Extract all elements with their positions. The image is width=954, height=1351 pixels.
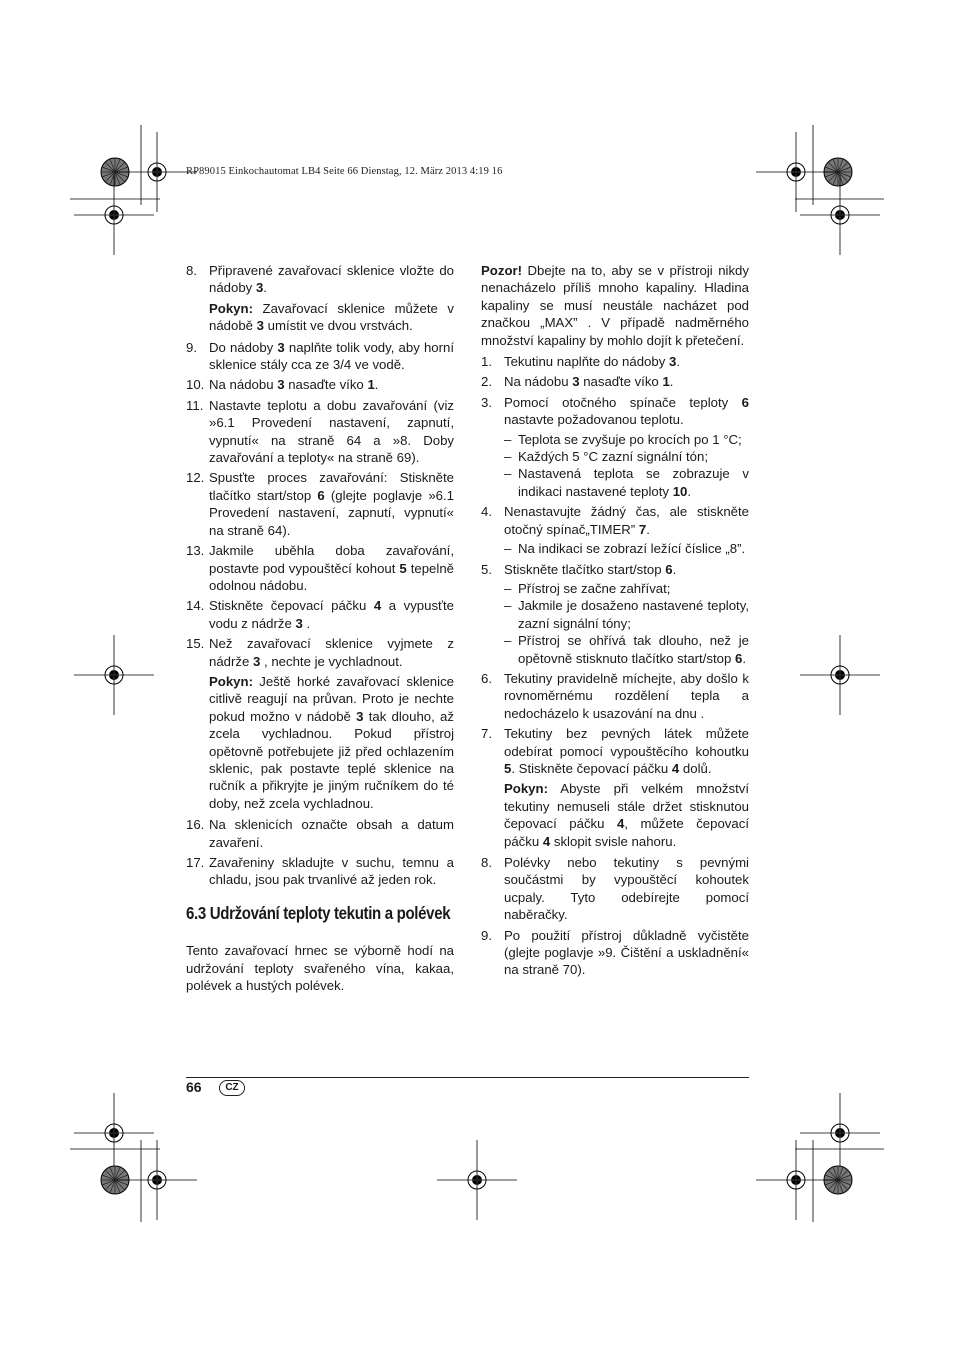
list-item-number: 10.: [186, 377, 205, 393]
dash-bullet: –: [504, 466, 512, 482]
right-instructions: [481, 353, 749, 979]
list-item-number: 13.: [186, 543, 205, 559]
list-item-number: 4.: [481, 504, 492, 520]
list-item-text: Nenastavujte žádný čas, ale stiskněte otočný spínač„TIMER” 7.: [504, 504, 749, 537]
sub-list-item: – Na indikaci se zobrazí ležící číslice „8”.: [504, 541, 746, 557]
list-item-number: 3.: [481, 394, 492, 410]
list-item: [481, 373, 749, 390]
list-item-number: 16.: [186, 817, 205, 833]
list-item: [186, 469, 454, 539]
list-item: [481, 854, 749, 924]
sub-list-item: – Jakmile je dosaženo nastavené teploty, zazní signální tóny;: [504, 598, 749, 631]
list-item-number: 2.: [481, 374, 492, 390]
list-item-number: 9.: [481, 927, 492, 943]
list-item-text: Než zavařovací sklenice vyjmete z nádrže 3 , nechte je vychladnout.: [209, 636, 454, 669]
dash-bullet: –: [504, 598, 512, 614]
section-title: 6.3 Udržování teploty tekutin a polévek: [186, 902, 451, 923]
list-item: [481, 353, 749, 370]
section-body: Tento zavařovací hrnec se výborně hodí na udržování teploty svařeného vína, kakaa, polévek a hustých polévek.: [186, 943, 454, 994]
list-item-number: 12.: [186, 470, 205, 486]
list-item-number: 8.: [481, 855, 492, 870]
list-item: [481, 670, 749, 722]
left-column: [186, 262, 454, 994]
list-item-text: Po použití přístroj důkladně vyčistěte (glejte poglavje »9. Čištění a uskladnění« na straně 70).: [504, 927, 749, 978]
list-item-number: 17.: [186, 855, 205, 870]
dash-bullet: –: [504, 541, 512, 557]
list-item-text: Pomocí otočného spínače teploty 6 nastavte požadovanou teplotu.: [504, 394, 749, 428]
list-item-text: Jakmile uběhla doba zavařování, postavte pod vypouštěcí kohout 5 tepelně odolnou nádobu.: [209, 543, 454, 593]
page-number: 66: [186, 1079, 202, 1095]
list-item-number: 15.: [186, 636, 205, 652]
list-item: [186, 854, 454, 889]
list-item: [186, 635, 454, 670]
note-paragraph: Pokyn: Ještě horké zavařovací sklenice citlivě reagují na průvan. Proto je nechte pokud možno v nádobě 3 tak dlouho, až zcela vychladnou. Pokud přístroj opětovně potřebujete již před ochlazením sklenic, pak postavte teplé sklenice na ručník a přikryjte je jiným ručníkem do té doby, než zcela vychladnou.: [209, 673, 454, 811]
sub-list-item: – Přístroj se ohřívá tak dlouho, než je opětovně stisknuto tlačítko start/stop 6.: [504, 633, 749, 666]
list-item-text: Spusťte proces zavařování: Stiskněte tlačítko start/stop 6 (glejte poglavje »6.1 Provedení nastavení, zapnutí, vypnutí« na straně 64).: [209, 470, 455, 538]
list-item-number: 7.: [481, 726, 492, 742]
sub-list-item: – Teplota se zvyšuje po krocích po 1 °C;: [504, 431, 742, 447]
warning-paragraph: Pozor! Dbejte na to, aby se v přístroji nikdy nenacházelo příliš mnoho kapaliny. Hladina kapaliny se musí neustále nacházet pod značkou „MAX” . V případě nadměrného množství kapaliny by mohlo dojít k přetečení.: [481, 263, 749, 348]
dash-bullet: –: [504, 449, 512, 465]
list-item: [186, 376, 454, 393]
list-item-text: Tekutinu naplňte do nádoby 3.: [504, 354, 680, 370]
list-item-text: Na sklenicích označte obsah a datum zavaření.: [209, 817, 454, 850]
list-item-text: Stiskněte čepovací páčku 4 a vypusťte vodu z nádrže 3 .: [209, 598, 454, 631]
list-item-text: Na nádobu 3 nasaďte víko 1.: [504, 374, 674, 390]
list-item: [186, 397, 454, 467]
dash-bullet: –: [504, 580, 512, 596]
list-item-number: 1.: [481, 354, 492, 370]
footer-rule: [186, 1077, 749, 1078]
print-slug: RP89015 Einkochautomat LB4 Seite 66 Dienstag, 12. März 2013 4:19 16: [186, 166, 503, 177]
language-badge: CZ: [219, 1080, 245, 1096]
list-item-number: 5.: [481, 561, 492, 577]
list-item-text: Do nádoby 3 naplňte tolik vody, aby horní sklenice stály cca ze 3/4 ve vodě.: [209, 339, 455, 373]
list-item-number: 14.: [186, 598, 205, 614]
dash-bullet: –: [504, 633, 512, 649]
note-paragraph: Pokyn: Zavařovací sklenice můžete v nádobě 3 umístit ve dvou vrstvách.: [209, 300, 454, 334]
list-item: [481, 394, 749, 500]
list-item-number: 9.: [186, 339, 197, 355]
list-item-text: Tekutiny bez pevných látek můžete odebírat pomocí vypouštěcího kohoutku 5. Stiskněte čepovací páčku 4 dolů.: [504, 726, 749, 776]
list-item-text: Nastavte teplotu a dobu zavařování (viz »6.1 Provedení nastavení, zapnutí, vypnutí« na straně 64 a »8. Doby zavařování a teploty« na straně 69).: [209, 397, 454, 466]
list-item: [186, 816, 454, 851]
list-item: [481, 927, 749, 979]
sub-list-item: – Nastavená teplota se zobrazuje v indikaci nastavené teploty 10.: [504, 466, 749, 499]
list-item-number: 11.: [186, 397, 204, 413]
list-item-text: Tekutiny pravidelně míchejte, aby došlo k rovnoměrnému rozdělení tepla a nedocházelo k usazování na dnu .: [504, 670, 749, 721]
list-item: [186, 339, 454, 374]
list-item: [186, 262, 454, 297]
list-item-text: Na nádobu 3 nasaďte víko 1.: [209, 377, 379, 393]
list-item: [481, 561, 749, 667]
list-item-text: Polévky nebo tekutiny s pevnými součástmi by vypouštěcí kohoutek ucpaly. Tyto odebírejte pomocí naběračky.: [504, 855, 749, 923]
list-item: [481, 503, 749, 557]
list-item-number: 6.: [481, 670, 492, 686]
list-item-number: 8.: [186, 263, 197, 278]
dash-bullet: –: [504, 431, 512, 447]
list-item-text: Připravené zavařovací sklenice vložte do nádoby 3.: [209, 263, 454, 296]
list-item: [481, 725, 749, 777]
sub-list-item: – Každých 5 °C zazní signální tón;: [504, 449, 709, 465]
right-column: [481, 262, 749, 982]
note-paragraph: Pokyn: Abyste při velkém množství tekutiny nemuseli stále držet stisknutou čepovací páčku 4, můžete čepovací páčku 4 sklopit svisle nahoru.: [504, 781, 749, 849]
sub-list-item: – Přístroj se začne zahřívat;: [504, 580, 671, 596]
list-item: [186, 542, 454, 594]
left-instructions: [186, 262, 454, 889]
list-item-text: Stiskněte tlačítko start/stop 6.: [504, 561, 677, 577]
list-item-text: Zavařeniny skladujte v suchu, temnu a chladu, jsou pak trvanlivé až jeden rok.: [209, 855, 454, 888]
list-item: [186, 597, 454, 632]
